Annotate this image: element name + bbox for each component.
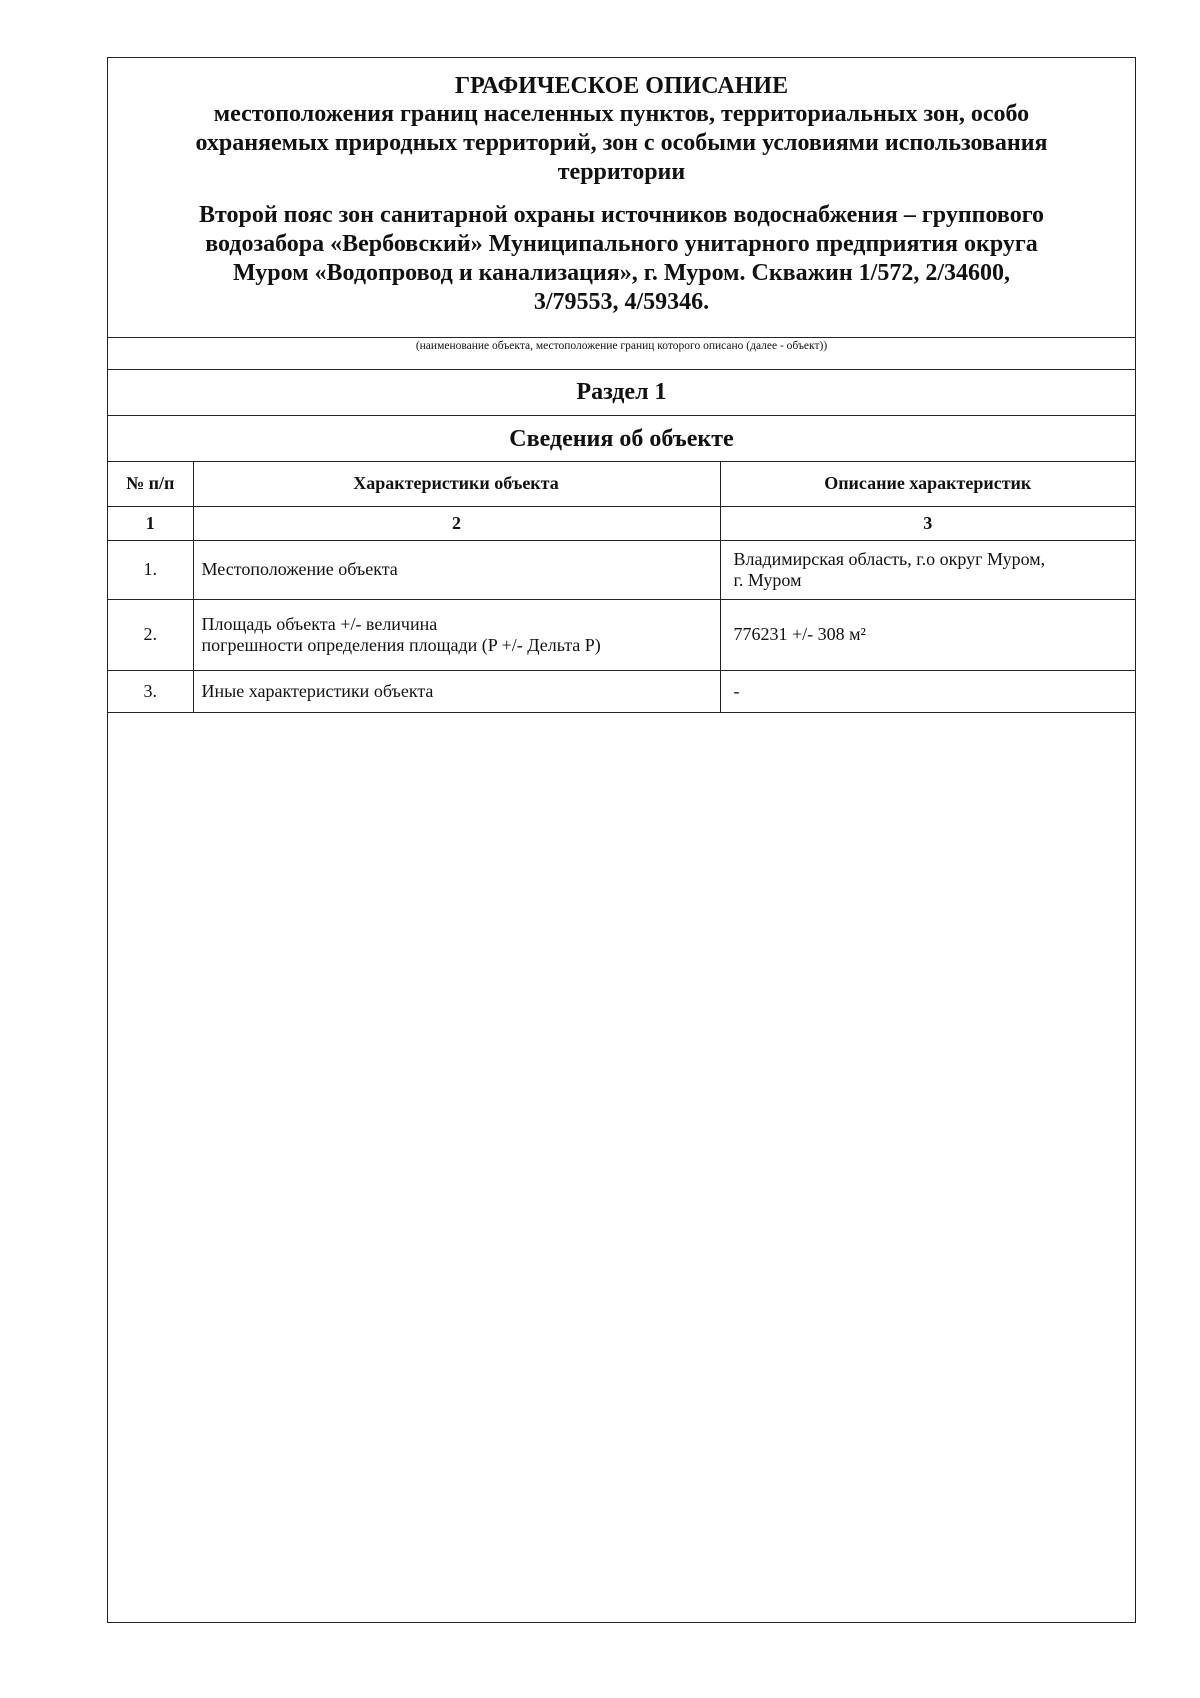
subtitle-line: территории: [557, 159, 686, 185]
section-subtitle: Сведения об объекте: [108, 416, 1135, 462]
description-line: Владимирская область, г.о округ Муром,: [733, 548, 1046, 569]
characteristic-line: Площадь объекта +/- величина: [201, 613, 438, 634]
row-description: 776231 +/- 308 м²: [720, 599, 1135, 670]
column-number: 1: [108, 506, 193, 540]
object-name-line: Муром «Водопровод и канализация», г. Муром. Скважин 1/572, 2/34600,: [232, 260, 1011, 286]
object-caption: (наименование объекта, местоположение границ которого описано (далее - объект)): [108, 338, 1135, 370]
row-description: [720, 540, 1135, 599]
document-frame: [107, 57, 1136, 1623]
row-characteristic: Местоположение объекта: [193, 540, 720, 599]
object-info-table: [108, 462, 1135, 713]
column-number: 3: [720, 506, 1135, 540]
column-header-characteristic: Характеристики объекта: [193, 462, 720, 506]
characteristic-line: погрешности определения площади (P +/- Дельта P): [201, 634, 601, 655]
row-number: 2.: [108, 599, 193, 670]
title-block: [108, 58, 1135, 338]
row-number: 1.: [108, 540, 193, 599]
column-header-number: № п/п: [108, 462, 193, 506]
table-row: [108, 670, 1135, 712]
object-name: [108, 187, 1135, 317]
object-name-line: Второй пояс зон санитарной охраны источников водоснабжения – группового: [199, 202, 1044, 228]
row-number: 3.: [108, 670, 193, 712]
object-name-line: 3/79553, 4/59346.: [533, 289, 710, 315]
description-line: г. Муром: [733, 569, 802, 590]
document-title: ГРАФИЧЕСКОЕ ОПИСАНИЕ: [454, 73, 789, 99]
row-characteristic: [193, 599, 720, 670]
table-header-row: [108, 462, 1135, 506]
subtitle-line: охраняемых природных территорий, зон с особыми условиями использования: [195, 130, 1048, 156]
column-number-row: [108, 506, 1135, 540]
section-title: Раздел 1: [108, 370, 1135, 416]
column-number: 2: [193, 506, 720, 540]
table-row: [108, 599, 1135, 670]
column-header-description: Описание характеристик: [720, 462, 1135, 506]
object-name-line: водозабора «Вербовский» Муниципального унитарного предприятия округа: [205, 231, 1038, 257]
row-description: -: [720, 670, 1135, 712]
document-subtitle: [108, 100, 1135, 187]
table-row: [108, 540, 1135, 599]
row-characteristic: Иные характеристики объекта: [193, 670, 720, 712]
subtitle-line: местоположения границ населенных пунктов, территориальных зон, особо: [213, 101, 1030, 127]
